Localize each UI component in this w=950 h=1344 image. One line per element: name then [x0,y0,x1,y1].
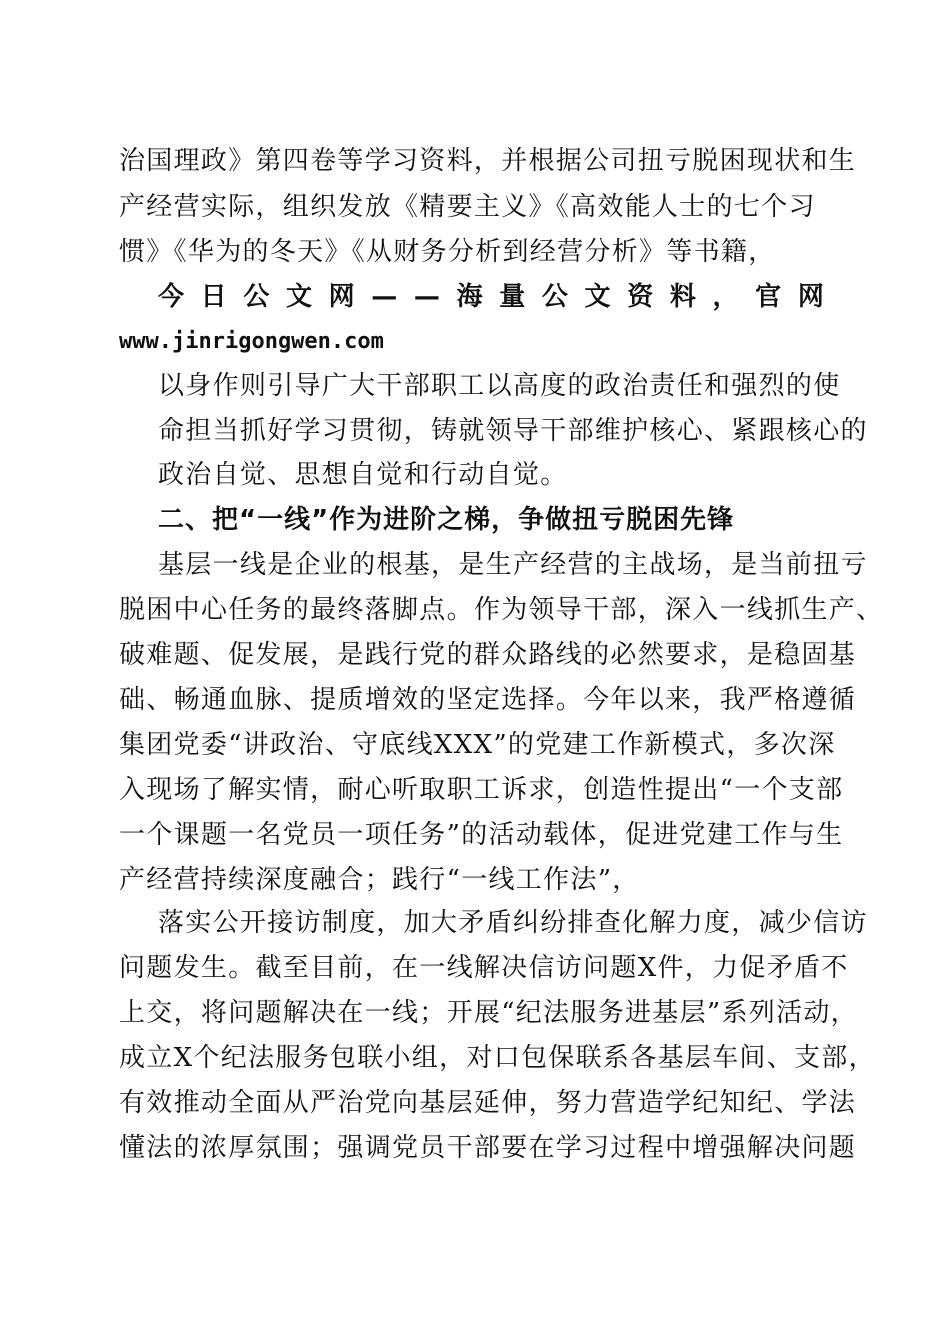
para2-line-6: 入现场了解实情，耐心听取职工诉求，创造性提出“一个支部 [119,775,844,805]
para3-line-3: 上交，将问题解决在一线；开展“纪法服务进基层”系列活动， [119,998,858,1028]
para2-line-4: 础、畅通血脉、提质增效的坚定选择。今年以来，我严格遵循 [119,685,857,715]
banner-char: 网 [328,282,355,312]
para2-line-5: 集团党委“讲政治、守底线XXX”的党建工作新模式，多次深 [119,730,836,760]
banner-char: 资 [627,282,654,312]
para3-line-5: 有效推动全面从严治党向基层延伸，努力营造学纪知纪、学法 [119,1088,857,1118]
para3-line-6: 懂法的浓厚氛围；强调党员干部要在学习过程中增强解决问题 [119,1133,857,1163]
banner-char: 今 [158,282,185,312]
watermark-banner [158,279,824,315]
banner-char: 公 [243,282,270,312]
banner-char: 料 [669,282,696,312]
banner-char: — [413,282,440,312]
banner-char: 公 [541,282,568,312]
banner-char: 文 [584,282,611,312]
para2-line-8: 产经营持续深度融合；践行“一线工作法”， [119,865,640,895]
banner-char: 日 [200,282,227,312]
para1-line-1: 以身作则引导广大干部职工以高度的政治责任和强烈的使 [158,371,841,401]
banner-char: 网 [797,282,824,312]
para3-line-2: 问题发生。截至目前，在一线解决信访问题X件，力促矛盾不 [119,953,849,983]
para1-line-2: 命担当抓好学习贯彻，铸就领导干部维护核心、紧跟核心的 [158,416,868,446]
banner-char: 海 [456,282,483,312]
banner-char: — [371,282,398,312]
watermark-url: www.jinrigongwen.com [119,329,384,354]
para1-line-3: 政治自觉、思想自觉和行动自觉。 [158,460,568,490]
para2-line-3: 破难题、促发展，是践行党的群众路线的必然要求，是稳固基 [119,640,857,670]
para3-line-1: 落实公开接访制度，加大矛盾纠纷排查化解力度，减少信访 [158,908,868,938]
intro-line-1: 治国理政》第四卷等学习资料，并根据公司扭亏脱困现状和生 [119,146,857,176]
banner-char: 官 [755,282,782,312]
banner-char: ， [712,282,739,312]
para2-line-7: 一个课题一名党员一项任务”的活动载体，促进党建工作与生 [119,820,844,850]
banner-char: 文 [285,282,312,312]
banner-char: 量 [499,282,526,312]
section-heading: 二、把“一线”作为进阶之梯，争做扭亏脱困先锋 [158,505,735,535]
para3-line-4: 成立X个纪法服务包联小组，对口包保联系各基层车间、支部， [119,1043,876,1073]
intro-line-3: 惯》《华为的冬天》《从财务分析到经营分析》等书籍， [119,237,776,267]
intro-line-2: 产经营实际，组织发放《精要主义》《高效能人士的七个习 [119,192,816,222]
para2-line-2: 脱困中心任务的最终落脚点。作为领导干部，深入一线抓生产、 [119,595,884,625]
para2-line-1: 基层一线是企业的根基，是生产经营的主战场，是当前扭亏 [158,550,868,580]
